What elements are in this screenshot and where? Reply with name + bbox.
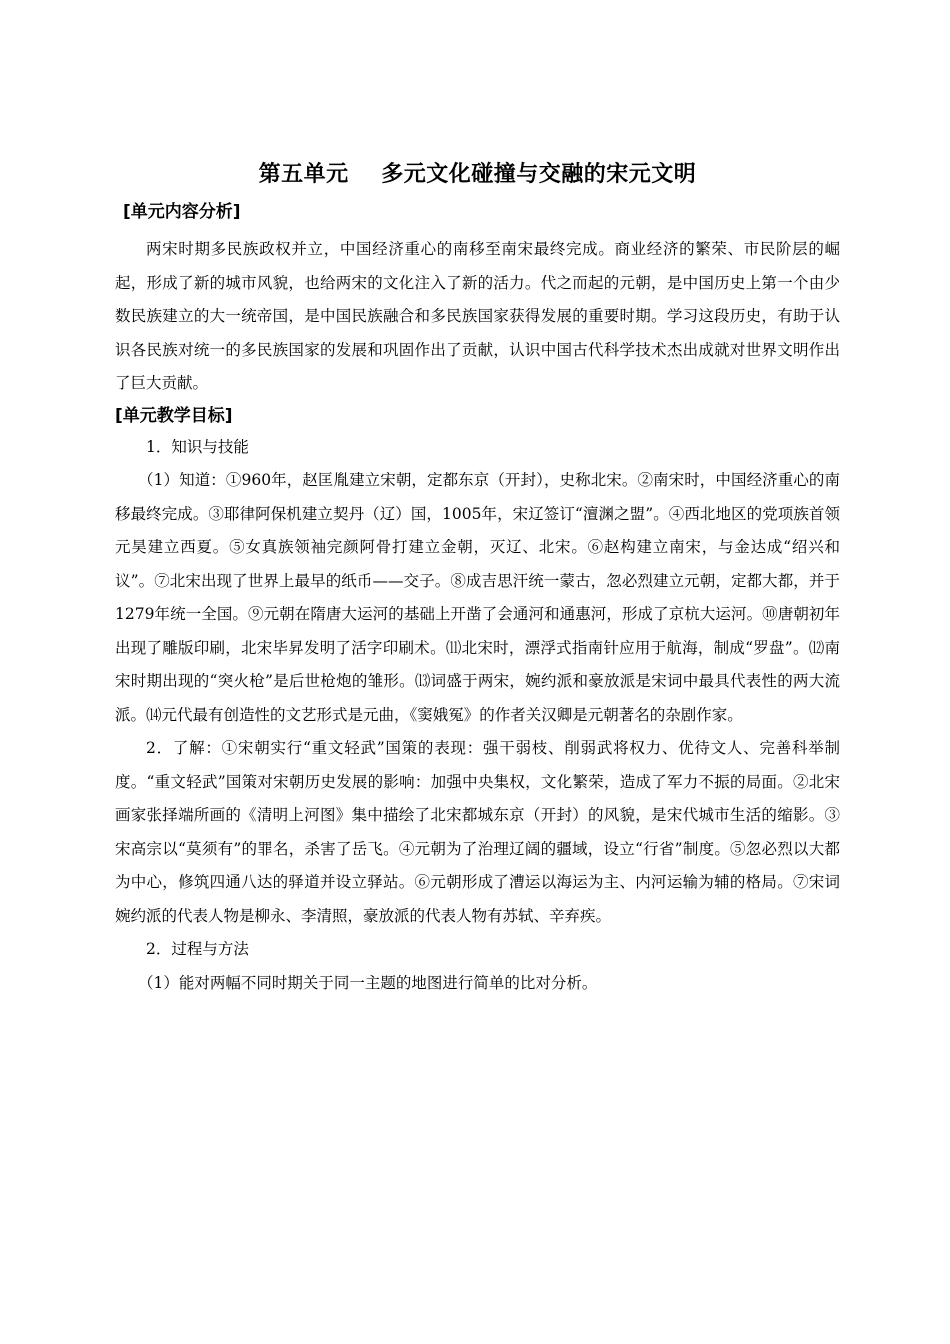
document-page <box>115 155 840 1000</box>
document-title: 第五单元 多元文化碰撞与交融的宋元文明 <box>258 162 697 187</box>
content-analysis-paragraph: 两宋时期多民族政权并立，中国经济重心的南移至南宋最终完成。商业经济的繁荣、市民阶层的崛起，形成了新的城市风貌，也给两宋的文化注入了新的活力。代之而起的元朝，是中国历史上第一个由少数民族建立的大一统帝国，是中国民族融合和多民族国家获得发展的重要时期。学习这段历史，有助于认识各民族对统一的多民族国家的发展和巩固作出了贡献，认识中国古代科学技术杰出成就对世界文明作出了巨大贡献。 <box>115 240 840 392</box>
goal-understand-paragraph: 2．了解：①宋朝实行“重文轻武”国策的表现：强干弱枝、削弱武将权力、优待文人、完善科举制度。“重文轻武”国策对宋朝历史发展的影响：加强中央集权，文化繁荣，造成了军力不振的局面。②北宋画家张择端所画的《清明上河图》集中描绘了北宋都城东京（开封）的风貌，是宋代城市生活的缩影。③宋高宗以“莫须有”的罪名，杀害了岳飞。④元朝为了治理辽阔的疆域，设立“行省”制度。⑤忽必烈以大都为中心，修筑四通八达的驿道并设立驿站。⑥元朝形成了漕运以海运为主、内河运输为辅的格局。⑦宋词婉约派的代表人物是柳永、李清照，豪放派的代表人物有苏轼、辛弃疾。 <box>115 739 840 925</box>
goal-map-comparison-paragraph: （1）能对两幅不同时期关于同一主题的地图进行简单的比对分析。 <box>138 973 598 992</box>
goal-process-method-heading: 2．过程与方法 <box>146 940 249 958</box>
goal-knowledge-skills-heading: 1．知识与技能 <box>146 437 249 456</box>
goal-know-paragraph: （1）知道：①960年，赵匡胤建立宋朝，定都东京（开封），史称北宋。②南宋时，中国经济重心的南移最终完成。③耶律阿保机建立契丹（辽）国，1005年，宋辽签订“澶渊之盟”。④西北地区的党项族首领元昊建立西夏。⑤女真族领袖完颜阿骨打建立金朝，灭辽、北宋。⑥赵构建立南宋，与金达成“绍兴和议”。⑦北宋出现了世界上最早的纸币——交子。⑧成吉思汗统一蒙古，忽必烈建立元朝，定都大都，并于1279年统一全国。⑨元朝在隋唐大运河的基础上开凿了会通河和通惠河，形成了京杭大运河。⑩唐朝初年出现了雕版印刷，北宋毕昇发明了活字印刷术。⑾北宋时，漂浮式指南针应用于航海，制成“罗盘”。⑿南宋时期出现的“突火枪”是后世枪炮的雏形。⒀词盛于两宋，婉约派和豪放派是宋词中最具代表性的两大流派。⒁元代最有创造性的文艺形式是元曲，《窦娥冤》的作者关汉卿是元朝著名的杂剧作家。 <box>115 471 840 724</box>
section-heading-content-analysis: [单元内容分析] <box>123 202 241 222</box>
section-heading-teaching-goals: [单元教学目标] <box>115 405 233 426</box>
